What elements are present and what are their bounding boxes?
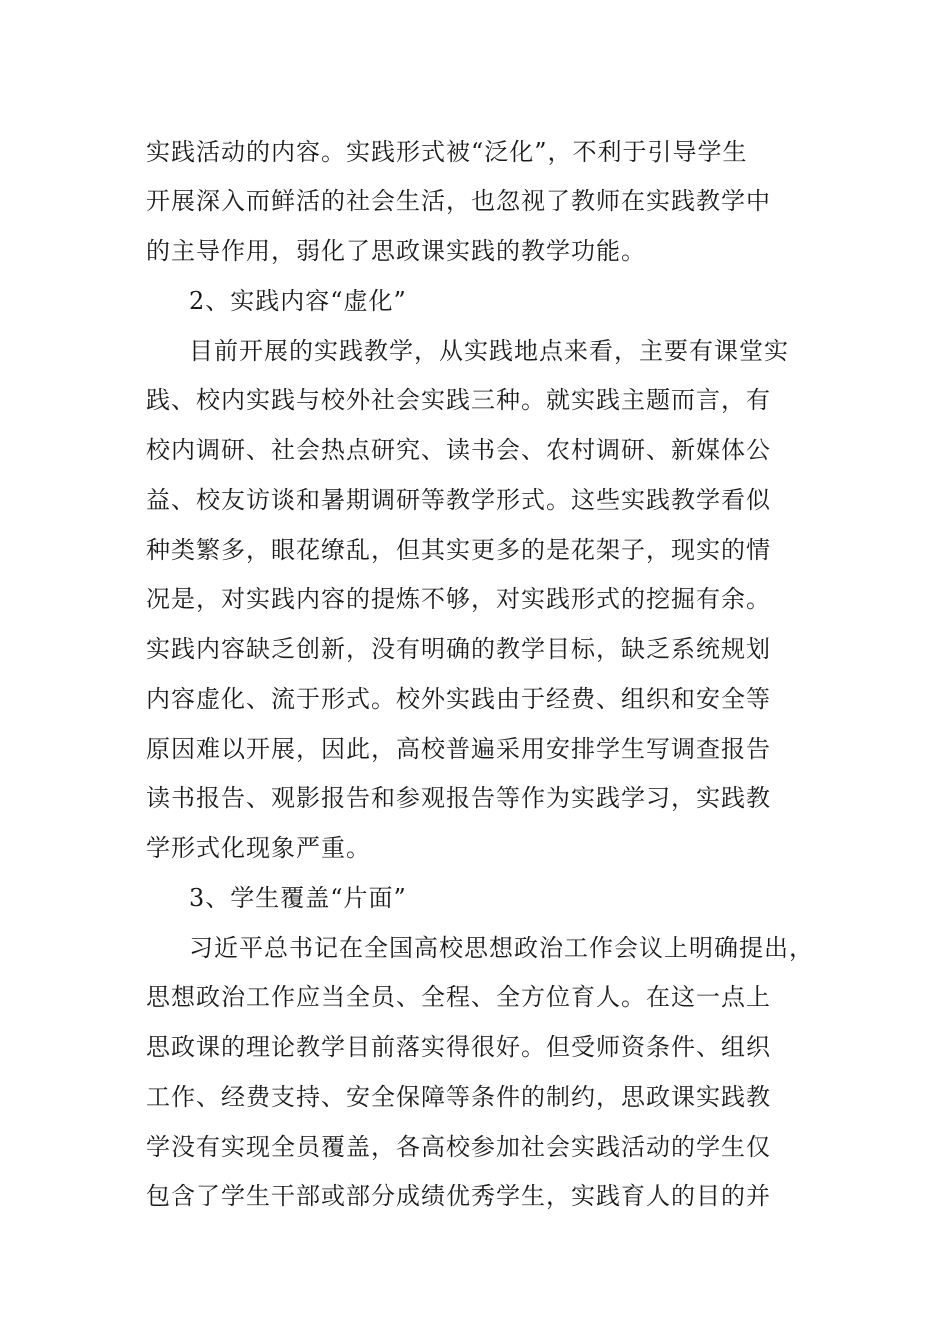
text-line: 实践内容缺乏创新，没有明确的教学目标，缺乏系统规划 [146, 635, 771, 663]
text-line: 实践活动的内容。实践形式被“泛化”，不利于引导学生 [146, 138, 748, 166]
text-line: 习近平总书记在全国高校思想政治工作会议上明确提出， [189, 934, 814, 962]
section-heading: 3、学生覆盖“片面” [189, 884, 407, 912]
text-line: 思政课的理论教学目前落实得很好。但受师资条件、组织 [146, 1033, 771, 1061]
text-line: 况是，对实践内容的提炼不够，对实践形式的挖掘有余。 [146, 585, 771, 613]
text-line: 思想政治工作应当全员、全程、全方位育人。在这一点上 [146, 983, 771, 1011]
text-line: 种类繁多，眼花缭乱，但其实更多的是花架子，现实的情 [146, 536, 771, 564]
text-line: 开展深入而鲜活的社会生活，也忽视了教师在实践教学中 [146, 187, 771, 215]
text-line: 的主导作用，弱化了思政课实践的教学功能。 [146, 237, 646, 265]
text-line: 目前开展的实践教学，从实践地点来看，主要有课堂实 [189, 337, 789, 365]
text-line: 包含了学生干部或部分成绩优秀学生，实践育人的目的并 [146, 1182, 771, 1210]
text-line: 工作、经费支持、安全保障等条件的制约，思政课实践教 [146, 1083, 771, 1111]
text-line: 学没有实现全员覆盖，各高校参加社会实践活动的学生仅 [146, 1133, 771, 1161]
text-line: 校内调研、社会热点研究、读书会、农村调研、新媒体公 [146, 436, 771, 464]
section-heading: 2、实践内容“虚化” [189, 287, 407, 315]
text-line: 益、校友访谈和暑期调研等教学形式。这些实践教学看似 [146, 486, 771, 514]
text-line: 践、校内实践与校外社会实践三种。就实践主题而言，有 [146, 386, 771, 414]
text-line: 内容虚化、流于形式。校外实践由于经费、组织和安全等 [146, 685, 771, 713]
text-line: 读书报告、观影报告和参观报告等作为实践学习，实践教 [146, 784, 771, 812]
text-line: 原因难以开展，因此，高校普遍采用安排学生写调查报告 [146, 735, 771, 763]
text-line: 学形式化现象严重。 [146, 834, 371, 862]
